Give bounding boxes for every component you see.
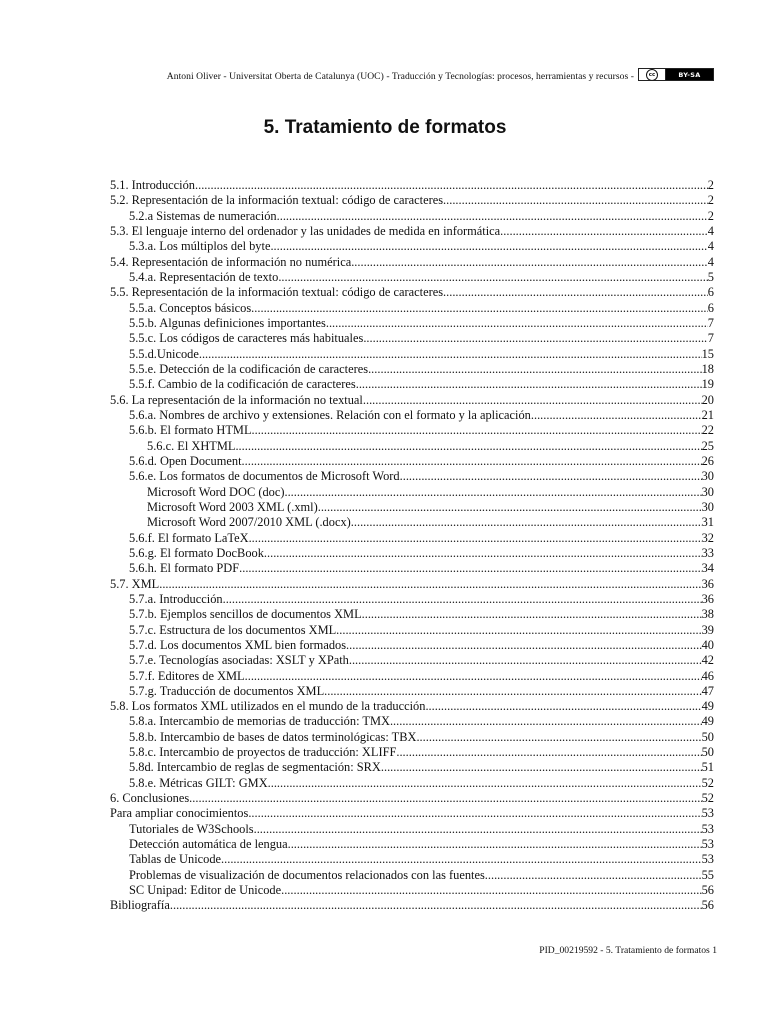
toc-entry-page: 56 [701,898,714,913]
toc-entry-page: 7 [707,315,714,330]
toc-entry-page: 39 [701,622,714,637]
toc-entry-page: 18 [701,361,714,376]
toc-entry-label: Tutoriales de W3Schools [129,821,254,836]
toc-entry-page: 6 [707,285,714,300]
toc-entry-page: 55 [701,867,714,882]
toc-dot-leader [396,745,701,760]
toc-entry-label: Microsoft Word 2007/2010 XML (.docx) [147,515,351,530]
page-title: 5. Tratamiento de formatos [263,117,507,138]
toc-entry-page: 5 [707,269,714,284]
toc-dot-leader [381,760,702,775]
toc-entry[interactable] [110,745,714,760]
toc-dot-leader [249,531,702,546]
toc-entry-page: 52 [701,775,714,790]
toc-entry-label: 5.8.a. Intercambio de memorias de traducción: TMX [129,714,390,729]
toc-entry-label: 5.7.e. Tecnologías asociadas: XSLT y XPath [129,653,349,668]
toc-dot-leader [324,684,701,699]
toc-entry-page: 6 [707,300,714,315]
toc-dot-leader [336,623,701,638]
toc-dot-leader [416,730,701,745]
toc-entry-page: 20 [701,392,714,407]
toc-entry[interactable] [110,868,714,883]
license-type: BY-SA [666,69,713,80]
toc-entry-page: 40 [701,637,714,652]
toc-dot-leader [245,669,702,684]
toc-entry-page: 53 [701,806,714,821]
toc-dot-leader [235,439,701,454]
page-footer: PID_00219592 - 5. Tratamiento de formatos 1 [539,945,717,956]
toc-dot-leader [239,561,701,576]
toc-entry-label: 5.6.f. El formato LaTeX [129,530,249,545]
toc-entry[interactable] [110,515,714,530]
toc-entry-page: 36 [701,576,714,591]
toc-entry-page: 36 [701,591,714,606]
toc-dot-leader [159,577,701,592]
toc-dot-leader [284,485,701,500]
toc-dot-leader [189,791,701,806]
toc-entry-label: 5.7.f. Editores de XML [129,668,245,683]
toc-entry-label: 5.6.d. Open Document [129,453,242,468]
toc-entry-page: 53 [701,837,714,852]
toc-entry[interactable] [110,316,714,331]
toc-entry[interactable] [110,377,714,392]
toc-entry-page: 50 [701,729,714,744]
toc-entry[interactable] [110,331,714,346]
toc-entry-page: 2 [707,208,714,223]
toc-entry[interactable] [110,301,714,316]
toc-entry-label: 5.6.b. El formato HTML [129,423,252,438]
toc-entry-page: 2 [707,193,714,208]
cc-license-badge[interactable] [638,68,714,81]
toc-entry-label: 5.4.a. Representación de texto [129,269,279,284]
toc-entry-label: 5.8.e. Métricas GILT: GMX [129,775,268,790]
toc-entry-label: 5.5.d.Unicode [129,346,199,361]
toc-dot-leader [443,285,708,300]
toc-dot-leader [351,255,708,270]
toc-entry-page: 50 [701,745,714,760]
toc-dot-leader [254,822,702,837]
toc-entry-page: 47 [701,683,714,698]
toc-entry-page: 4 [707,254,714,269]
toc-entry-label: 5.1. Introducción [110,178,195,192]
toc-entry-page: 34 [701,561,714,576]
toc-dot-leader [318,500,702,515]
toc-entry[interactable] [110,393,714,408]
toc-entry[interactable] [110,714,714,729]
toc-dot-leader [363,331,707,346]
toc-entry-label: 5.5.f. Cambio de la codificación de caracteres [129,377,356,392]
toc-entry[interactable] [110,730,714,745]
toc-entry-label: 5.5. Representación de la información textual: código de caracteres [110,285,444,300]
toc-entry-label: 5.7.b. Ejemplos sencillos de documentos XML [129,607,362,622]
toc-entry[interactable] [110,347,714,362]
toc-dot-leader [362,607,702,622]
toc-entry-page: 22 [701,423,714,438]
toc-entry-page: 25 [701,438,714,453]
toc-dot-leader [531,408,702,423]
toc-entry[interactable] [110,454,714,469]
toc-entry-page: 33 [701,545,714,560]
page-header [0,64,770,86]
toc-entry-page: 46 [701,668,714,683]
toc-entry-page: 19 [701,377,714,392]
toc-entry[interactable] [110,239,714,254]
toc-dot-leader [277,209,708,224]
toc-entry-page: 53 [701,821,714,836]
toc-dot-leader [351,515,702,530]
toc-entry-page: 31 [701,515,714,530]
toc-entry[interactable] [110,669,714,684]
toc-entry-label: 5.3. El lenguaje interno del ordenador y las unidades de medida en informática [110,223,501,238]
toc-dot-leader [251,301,708,316]
toc-dot-leader [390,714,702,729]
toc-entry[interactable] [110,561,714,576]
toc-dot-leader [485,868,702,883]
toc-entry-label: 5.5.c. Los códigos de caracteres más habituales [129,331,364,346]
toc-entry-page: 30 [701,499,714,514]
toc-entry-page: 56 [701,883,714,898]
toc-dot-leader [500,224,708,239]
toc-dot-leader [264,546,702,561]
toc-entry[interactable] [110,408,714,423]
toc-entry[interactable] [110,546,714,561]
toc-entry-label: Detección automática de lengua [129,837,288,852]
toc-entry[interactable] [110,760,714,775]
toc-entry-label: SC Unipad: Editor de Unicode [129,883,282,898]
toc-entry-page: 49 [701,699,714,714]
toc-entry[interactable] [110,469,714,484]
toc-entry-label: Bibliografía [110,898,170,913]
toc-entry[interactable] [110,607,714,622]
toc-dot-leader [252,423,702,438]
toc-entry[interactable] [110,439,714,454]
toc-entry[interactable] [110,178,714,193]
toc-entry-page: 49 [701,714,714,729]
toc-entry[interactable] [110,684,714,699]
toc-entry[interactable] [110,209,714,224]
toc-dot-leader [368,362,702,377]
toc-entry-label: 5.2.a Sistemas de numeración [129,208,277,223]
toc-dot-leader [425,699,701,714]
toc-dot-leader [346,638,702,653]
toc-entry[interactable] [110,500,714,515]
toc-entry-label: 5.7.c. Estructura de los documentos XML [129,622,337,637]
toc-entry-label: Problemas de visualización de documentos relacionados con las fuentes [129,867,485,882]
toc-dot-leader [400,469,702,484]
toc-entry-page: 21 [701,407,714,422]
toc-entry-page: 42 [701,653,714,668]
toc-entry[interactable] [110,270,714,285]
toc-entry-label: Microsoft Word DOC (doc) [147,484,285,499]
toc-entry-label: Tablas de Unicode [129,852,222,867]
toc-entry[interactable] [110,883,714,898]
toc-dot-leader [268,776,702,791]
toc-entry[interactable] [110,623,714,638]
toc-entry[interactable] [110,577,714,592]
toc-dot-leader [195,178,708,193]
toc-entry-page: 26 [701,453,714,468]
toc-dot-leader [363,393,702,408]
toc-entry-label: 5.7.d. Los documentos XML bien formados [129,637,347,652]
toc-dot-leader [199,347,702,362]
toc-entry-page: 4 [707,239,714,254]
toc-entry-page: 2 [707,178,714,192]
toc-entry-label: 5.8. Los formatos XML utilizados en el mundo de la traducción [110,699,426,714]
toc-entry-label: Para ampliar conocimientos [110,806,249,821]
toc-dot-leader [242,454,702,469]
toc-entry-page: 51 [701,760,714,775]
toc-entry-label: 5.4. Representación de información no numérica [110,254,352,269]
toc-dot-leader [248,806,701,821]
toc-entry-page: 30 [701,484,714,499]
toc-entry-page: 15 [701,346,714,361]
toc-entry-label: 5.6.g. El formato DocBook [129,545,264,560]
toc-entry-label: 6. Conclusiones [110,791,190,806]
toc-entry-label: 5.6. La representación de la información no textual [110,392,363,407]
toc-entry-page: 4 [707,223,714,238]
toc-entry[interactable] [110,485,714,500]
toc-entry[interactable] [110,791,714,806]
header-text: Antoni Oliver - Universitat Oberta de Catalunya (UOC) - Traducción y Tecnologías: procesos, herramientas y recursos - [166,71,634,82]
table-of-contents [110,178,714,914]
toc-entry[interactable] [110,852,714,867]
toc-dot-leader [170,898,702,913]
toc-dot-leader [356,377,702,392]
toc-entry[interactable] [110,653,714,668]
toc-entry-label: 5.7. XML [110,576,160,591]
toc-entry-label: 5.3.a. Los múltiplos del byte [129,239,271,254]
toc-entry[interactable] [110,776,714,791]
toc-entry-label: 5.8d. Intercambio de reglas de segmentación: SRX [129,760,381,775]
toc-entry-page: 30 [701,469,714,484]
toc-entry[interactable] [110,837,714,852]
toc-entry[interactable] [110,806,714,821]
toc-entry-label: 5.6.h. El formato PDF [129,561,240,576]
toc-entry-page: 32 [701,530,714,545]
cc-logo-icon: cc [639,69,666,80]
toc-entry[interactable] [110,898,714,913]
toc-entry[interactable] [110,531,714,546]
toc-entry[interactable] [110,285,714,300]
toc-entry[interactable] [110,193,714,208]
toc-entry-page: 38 [701,607,714,622]
toc-entry-label: Microsoft Word 2003 XML (.xml) [147,499,318,514]
toc-dot-leader [278,270,707,285]
toc-entry-label: 5.6.c. El XHTML [147,438,236,453]
toc-entry[interactable] [110,699,714,714]
toc-entry[interactable] [110,592,714,607]
toc-entry[interactable] [110,362,714,377]
toc-dot-leader [270,239,707,254]
toc-dot-leader [326,316,708,331]
toc-entry[interactable] [110,224,714,239]
toc-entry-label: 5.7.g. Traducción de documentos XML [129,683,325,698]
toc-entry-label: 5.6.e. Los formatos de documentos de Microsoft Word [129,469,400,484]
toc-dot-leader [288,837,702,852]
toc-entry-label: 5.2. Representación de la información textual: código de caracteres [110,193,444,208]
toc-dot-leader [349,653,702,668]
toc-entry-page: 52 [701,791,714,806]
toc-entry-page: 7 [707,331,714,346]
toc-entry[interactable] [110,423,714,438]
toc-dot-leader [443,193,708,208]
toc-entry-label: 5.5.a. Conceptos básicos [129,300,252,315]
toc-entry-label: 5.7.a. Introducción [129,591,223,606]
toc-entry-label: 5.5.e. Detección de la codificación de caracteres [129,361,369,376]
toc-entry-page: 53 [701,852,714,867]
toc-entry-label: 5.8.b. Intercambio de bases de datos terminológicas: TBX [129,729,417,744]
toc-entry-label: 5.6.a. Nombres de archivo y extensiones. Relación con el formato y la aplicación [129,407,531,422]
toc-entry-label: 5.5.b. Algunas definiciones importantes [129,315,326,330]
toc-entry[interactable] [110,638,714,653]
toc-entry-label: 5.8.c. Intercambio de proyectos de traducción: XLIFF [129,745,397,760]
toc-entry[interactable] [110,255,714,270]
toc-entry[interactable] [110,822,714,837]
toc-dot-leader [281,883,702,898]
toc-dot-leader [223,592,702,607]
toc-dot-leader [221,852,702,867]
